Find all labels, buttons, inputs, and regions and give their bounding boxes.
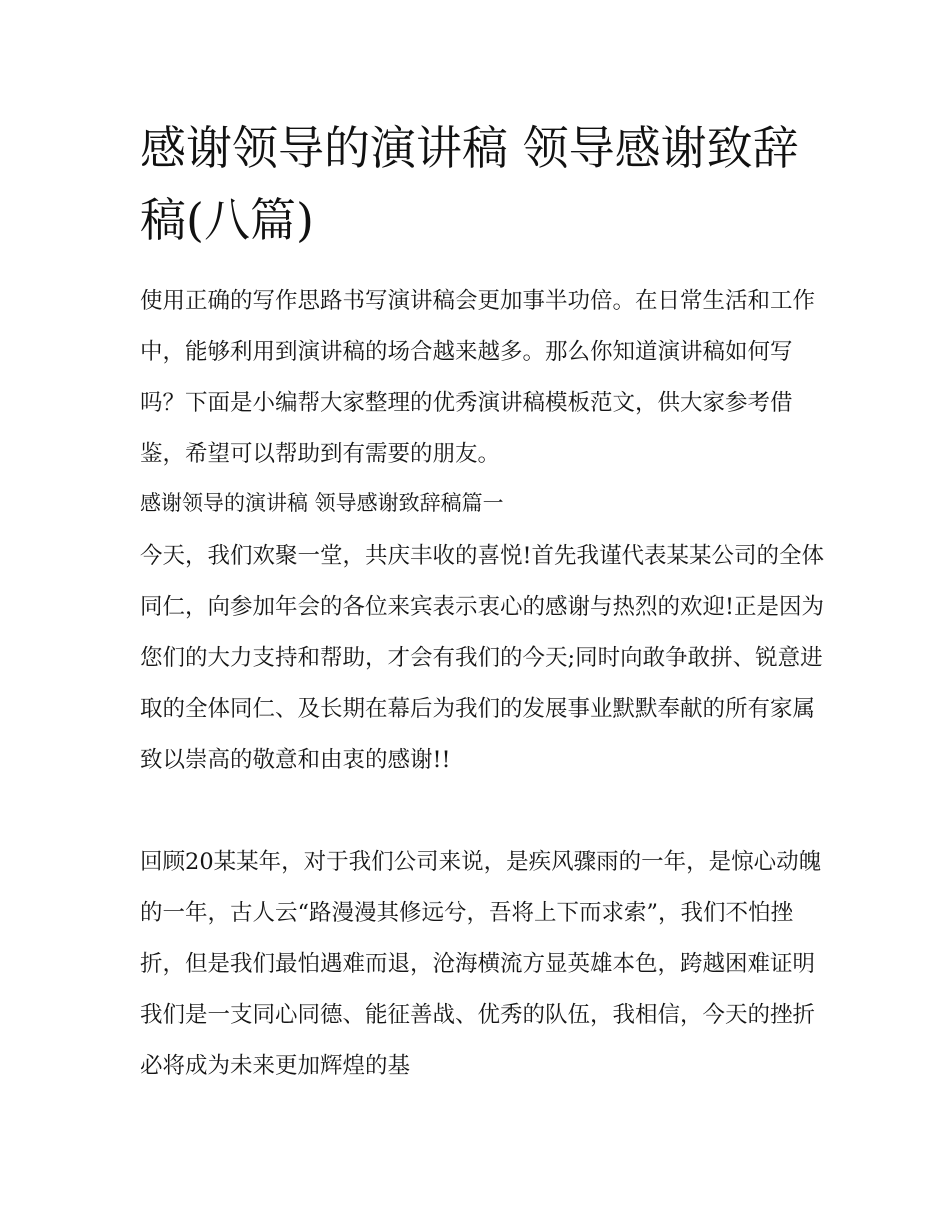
body-paragraph-1: 今天，我们欢聚一堂，共庆丰收的喜悦!首先我谨代表某某公司的全体同仁，向参加年会的各位来宾表示衷心的感谢与热烈的欢迎!正是因为您们的大力支持和帮助，才会有我们的今天;同时向敢争敢拼、锐意进取的全体同仁、及长期在幕后为我们的发展事业默默奉献的所有家属致以崇高的敬意和由衷的感谢!! [140,543,825,773]
document-title: 感谢领导的演讲稿 领导感谢致辞稿(八篇) [140,121,799,247]
section-heading: 感谢领导的演讲稿 领导感谢致辞稿篇一 [140,491,504,515]
intro-paragraph: 使用正确的写作思路书写演讲稿会更加事半功倍。在日常生活和工作中，能够利用到演讲稿的场合越来越多。那么你知道演讲稿如何写吗？下面是小编帮大家整理的优秀演讲稿模板范文，供大家参考借鉴，希望可以帮助到有需要的朋友。 [140,288,816,467]
body-paragraph-2: 回顾20某某年，对于我们公司来说，是疾风骤雨的一年，是惊心动魄的一年，古人云“路漫漫其修远兮，吾将上下而求索”，我们不怕挫折，但是我们最怕遇难而退，沧海横流方显英雄本色，跨越困难证明我们是一支同心同德、能征善战、优秀的队伍，我相信，今天的挫折必将成为未来更加辉煌的基 [140,849,822,1079]
